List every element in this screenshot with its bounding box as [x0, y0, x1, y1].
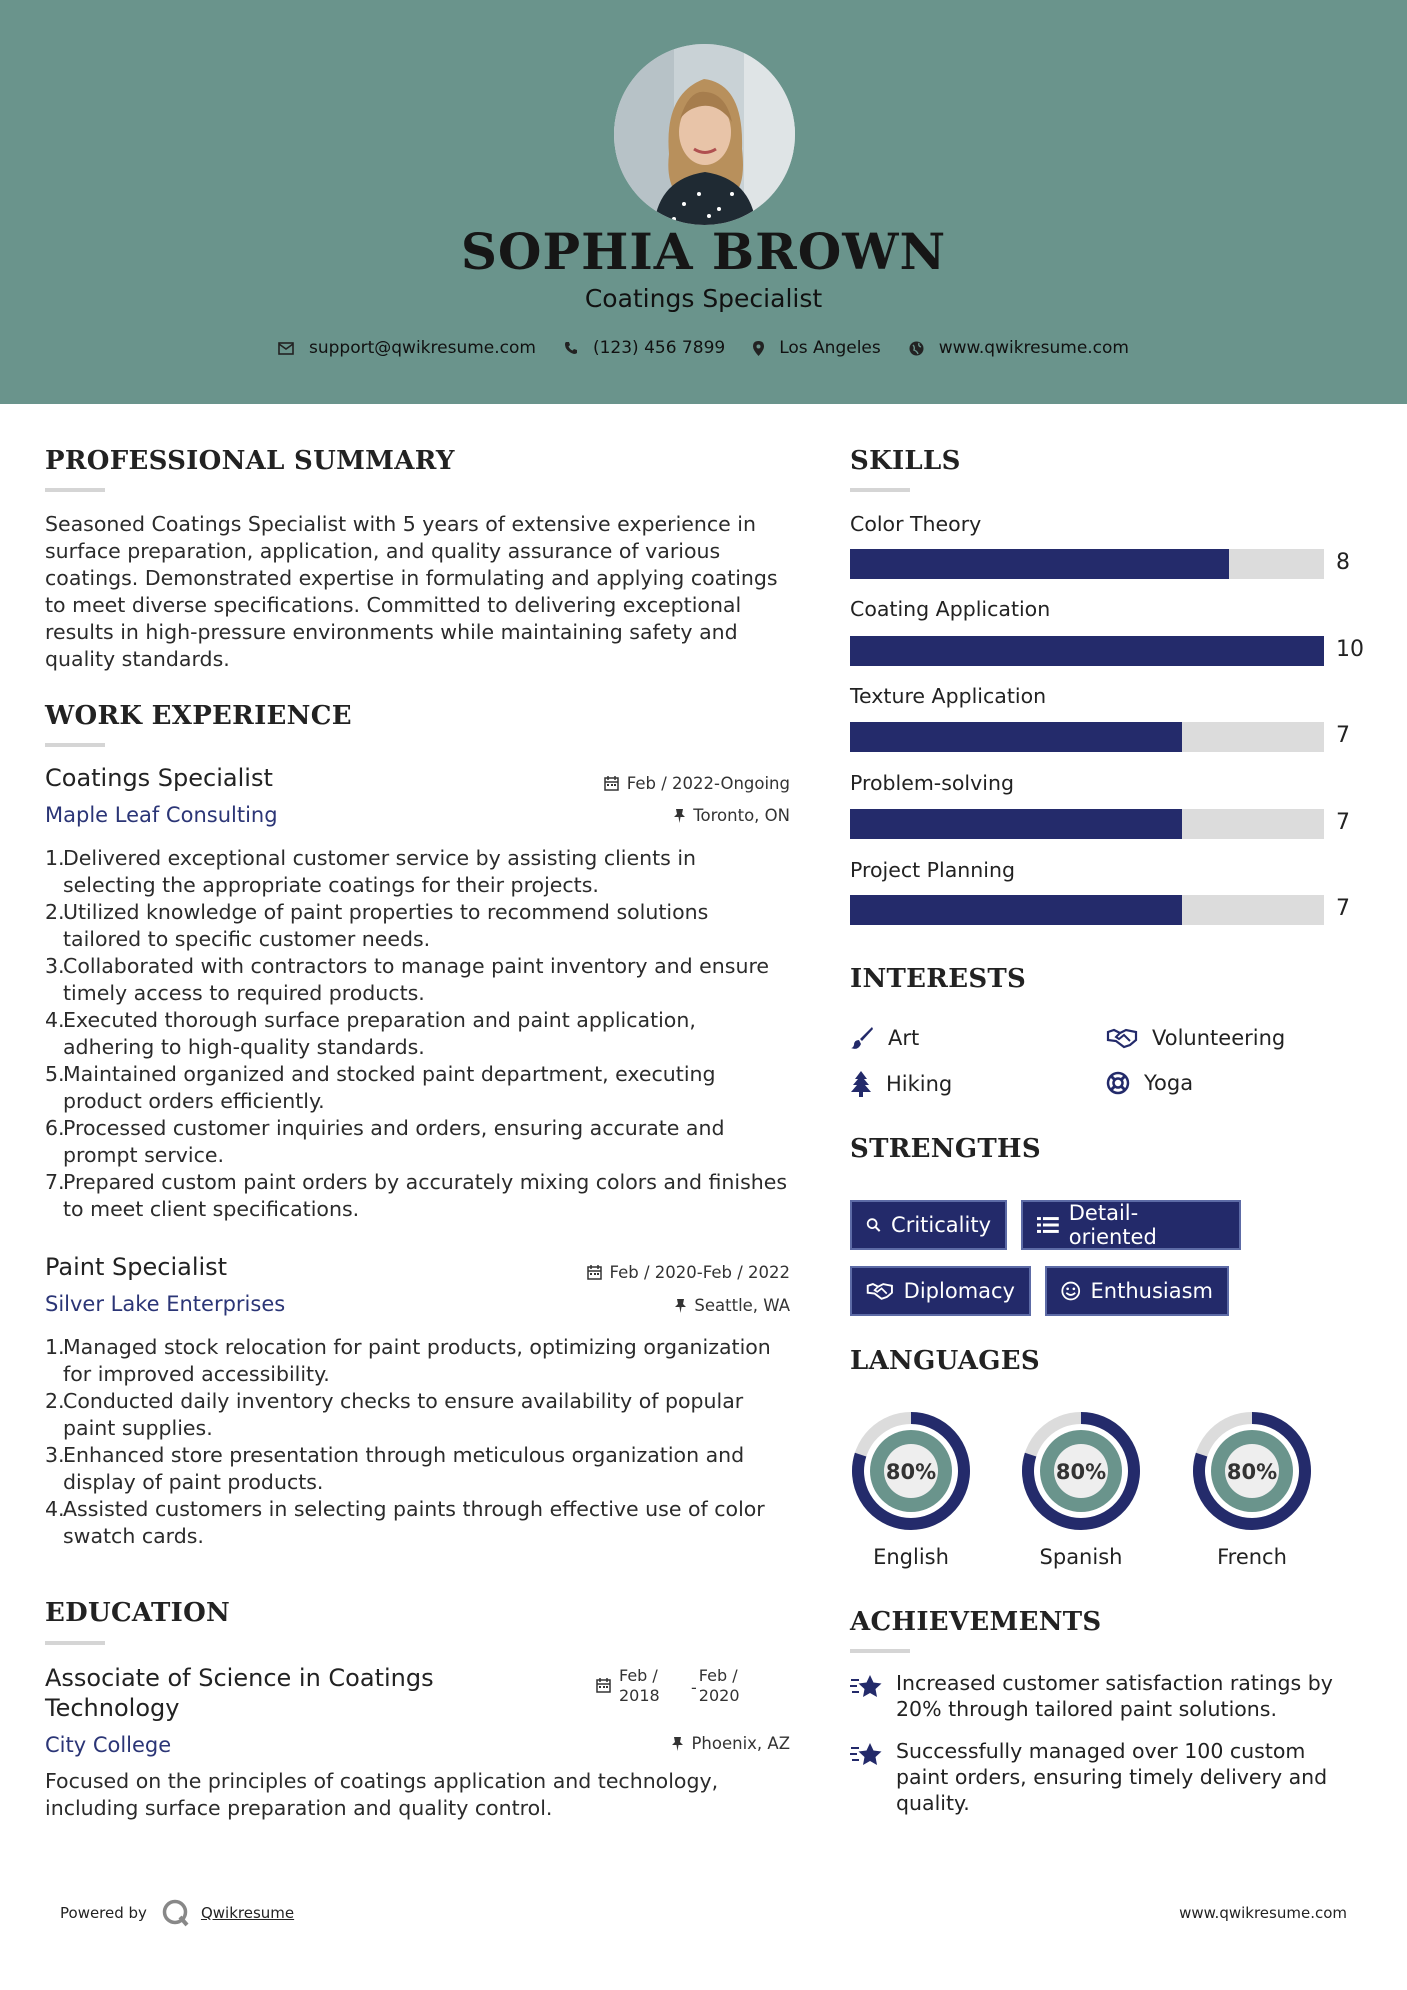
job-dates: Feb / 2022-Ongoing	[560, 774, 790, 793]
section-divider	[850, 488, 910, 492]
language-percent-label: 80%	[1055, 1460, 1107, 1484]
list-item: 1. Managed stock relocation for paint products, optimizing organization for improved accessibility.	[45, 1335, 771, 1386]
interest-item: Yoga	[1106, 1071, 1193, 1095]
skill-bar-fill	[850, 809, 1182, 839]
skill-bar	[850, 809, 1324, 839]
list-item: 3. Enhanced store presentation through meticulous organization and display of paint products.	[45, 1443, 745, 1494]
degree-title: Associate of Science in Coatings Technology	[45, 1664, 434, 1722]
envelope-icon	[278, 342, 294, 355]
pushpin-icon	[672, 1737, 683, 1751]
smile-icon	[1061, 1280, 1081, 1302]
qwikresume-logo-icon	[161, 1898, 191, 1928]
achievement-item: Increased customer satisfaction ratings by 20% through tailored paint solutions.	[850, 1670, 1350, 1722]
skill-value: 7	[1336, 896, 1350, 921]
phone-icon	[564, 341, 578, 355]
paintbrush-icon	[850, 1026, 874, 1050]
section-divider	[850, 1649, 910, 1653]
skill-name: Color Theory	[850, 512, 982, 536]
education-description: Focused on the principles of coatings application and technology, including surface preparation and quality control.	[45, 1769, 719, 1820]
section-divider	[45, 1641, 105, 1645]
strength-tag: Criticality	[850, 1200, 1007, 1250]
contact-email[interactable]: support@qwikresume.com	[278, 338, 536, 358]
star-badge-icon	[850, 1672, 884, 1700]
list-item: 1. Delivered exceptional customer service by assisting clients in selecting the appropriate coatings for their projects.	[45, 846, 697, 897]
skill-bar-fill	[850, 549, 1229, 579]
job-bullets	[45, 1334, 790, 1550]
calendar-icon	[587, 1265, 602, 1280]
globe-icon	[909, 341, 924, 356]
section-divider	[45, 743, 105, 747]
languages-heading: LANGUAGES	[850, 1346, 1040, 1376]
candidate-name: SOPHIA BROWN	[460, 222, 947, 281]
section-divider	[45, 488, 105, 492]
skill-bar	[850, 895, 1324, 925]
job-location: Toronto, ON	[560, 806, 790, 825]
footer-powered-by: Powered by Qwikresume	[60, 1898, 294, 1928]
skill-bar-fill	[850, 895, 1182, 925]
skill-bar	[850, 636, 1324, 666]
pushpin-icon	[675, 1299, 686, 1313]
strength-tag: Enthusiasm	[1045, 1266, 1229, 1316]
tree-icon	[850, 1071, 872, 1097]
language-ring	[850, 1410, 972, 1532]
job-title: Coatings Specialist	[45, 764, 273, 792]
company-name: Silver Lake Enterprises	[45, 1292, 286, 1316]
achievement-item: Successfully managed over 100 custom paint orders, ensuring timely delivery and quality.	[850, 1738, 1350, 1816]
pushpin-icon	[674, 809, 685, 823]
handshake-icon	[866, 1280, 894, 1302]
language-ring	[1191, 1410, 1313, 1532]
skill-name: Coating Application	[850, 597, 1051, 621]
language-ring	[1020, 1410, 1142, 1532]
interest-item: Art	[850, 1026, 919, 1050]
strengths-heading: STRENGTHS	[850, 1134, 1041, 1164]
search-icon	[866, 1214, 881, 1236]
interest-item: Volunteering	[1106, 1026, 1285, 1050]
job-location: Seattle, WA	[560, 1296, 790, 1315]
list-item: 3. Collaborated with contractors to manage paint inventory and ensure timely access to required products.	[45, 954, 770, 1005]
list-item: 2. Utilized knowledge of paint properties to recommend solutions tailored to specific customer needs.	[45, 900, 709, 951]
list-item: 2. Conducted daily inventory checks to ensure availability of popular paint supplies.	[45, 1389, 744, 1440]
summary-heading: PROFESSIONAL SUMMARY	[45, 446, 455, 476]
skill-value: 7	[1336, 810, 1350, 835]
skill-name: Texture Application	[850, 684, 1047, 708]
job-dates: Feb / 2020-Feb / 2022	[540, 1263, 790, 1282]
skill-name: Problem-solving	[850, 771, 1014, 795]
education-dates: Feb / 2018 - Feb / 2020	[596, 1666, 740, 1706]
skill-value: 7	[1336, 723, 1350, 748]
job-title: Paint Specialist	[45, 1253, 228, 1281]
footer-url[interactable]: www.qwikresume.com	[1179, 1904, 1347, 1922]
calendar-icon	[596, 1678, 611, 1693]
interests-heading: INTERESTS	[850, 964, 1027, 994]
lifering-icon	[1106, 1071, 1130, 1095]
handshake-icon	[1106, 1027, 1138, 1049]
language-percent-label: 80%	[885, 1460, 937, 1484]
school-name: City College	[45, 1733, 172, 1757]
skill-value: 8	[1336, 550, 1350, 575]
language-name: Spanish	[1039, 1545, 1123, 1569]
list-item: 6. Processed customer inquiries and orders, ensuring accurate and prompt service.	[45, 1116, 725, 1167]
skills-heading: SKILLS	[850, 446, 961, 476]
skill-bar	[850, 549, 1324, 579]
skill-bar	[850, 722, 1324, 752]
list-item: 5. Maintained organized and stocked paint department, executing product orders efficiently.	[45, 1062, 716, 1113]
company-name: Maple Leaf Consulting	[45, 803, 278, 827]
contact-website[interactable]: www.qwikresume.com	[909, 338, 1129, 358]
education-heading: EDUCATION	[45, 1598, 231, 1628]
skill-bar-fill	[850, 722, 1182, 752]
contact-location: Los Angeles	[753, 338, 881, 358]
contact-bar	[0, 338, 1407, 358]
language-percent-label: 80%	[1226, 1460, 1278, 1484]
interest-item: Hiking	[850, 1071, 952, 1097]
language-name: English	[873, 1545, 949, 1569]
skill-value: 10	[1336, 637, 1364, 662]
language-name: French	[1217, 1545, 1287, 1569]
profile-photo	[614, 44, 795, 225]
candidate-title: Coatings Specialist	[584, 284, 823, 313]
strength-tag: Diplomacy	[850, 1266, 1031, 1316]
skill-bar-fill	[850, 636, 1324, 666]
experience-heading: WORK EXPERIENCE	[45, 701, 352, 731]
education-location: Phoenix, AZ	[560, 1734, 790, 1753]
list-icon	[1037, 1216, 1059, 1234]
strength-tag: Detail-oriented	[1021, 1200, 1241, 1250]
list-item: 4. Executed thorough surface preparation and paint application, adhering to high-quality standards.	[45, 1008, 696, 1059]
summary-text: Seasoned Coatings Specialist with 5 years of extensive experience in surface preparation, application, and quality assurance of various coatings. Demonstrated expertise in formulating and applying coatings to meet diverse specifications. Committed to delivering exceptional results in high-pressure environments while maintaining safety and quality standards.	[45, 512, 778, 671]
skill-name: Project Planning	[850, 858, 1015, 882]
resume-header	[0, 0, 1407, 404]
list-item: 7. Prepared custom paint orders by accurately mixing colors and finishes to meet client specifications.	[45, 1170, 788, 1221]
achievements-heading: ACHIEVEMENTS	[850, 1607, 1102, 1637]
calendar-icon	[604, 776, 619, 791]
star-badge-icon	[850, 1740, 884, 1768]
location-pin-icon	[753, 341, 764, 356]
qwikresume-link[interactable]: Qwikresume	[200, 1904, 295, 1922]
job-bullets	[45, 845, 790, 1223]
list-item: 4. Assisted customers in selecting paints through effective use of color swatch cards.	[45, 1497, 765, 1548]
contact-phone[interactable]: (123) 456 7899	[564, 338, 725, 358]
